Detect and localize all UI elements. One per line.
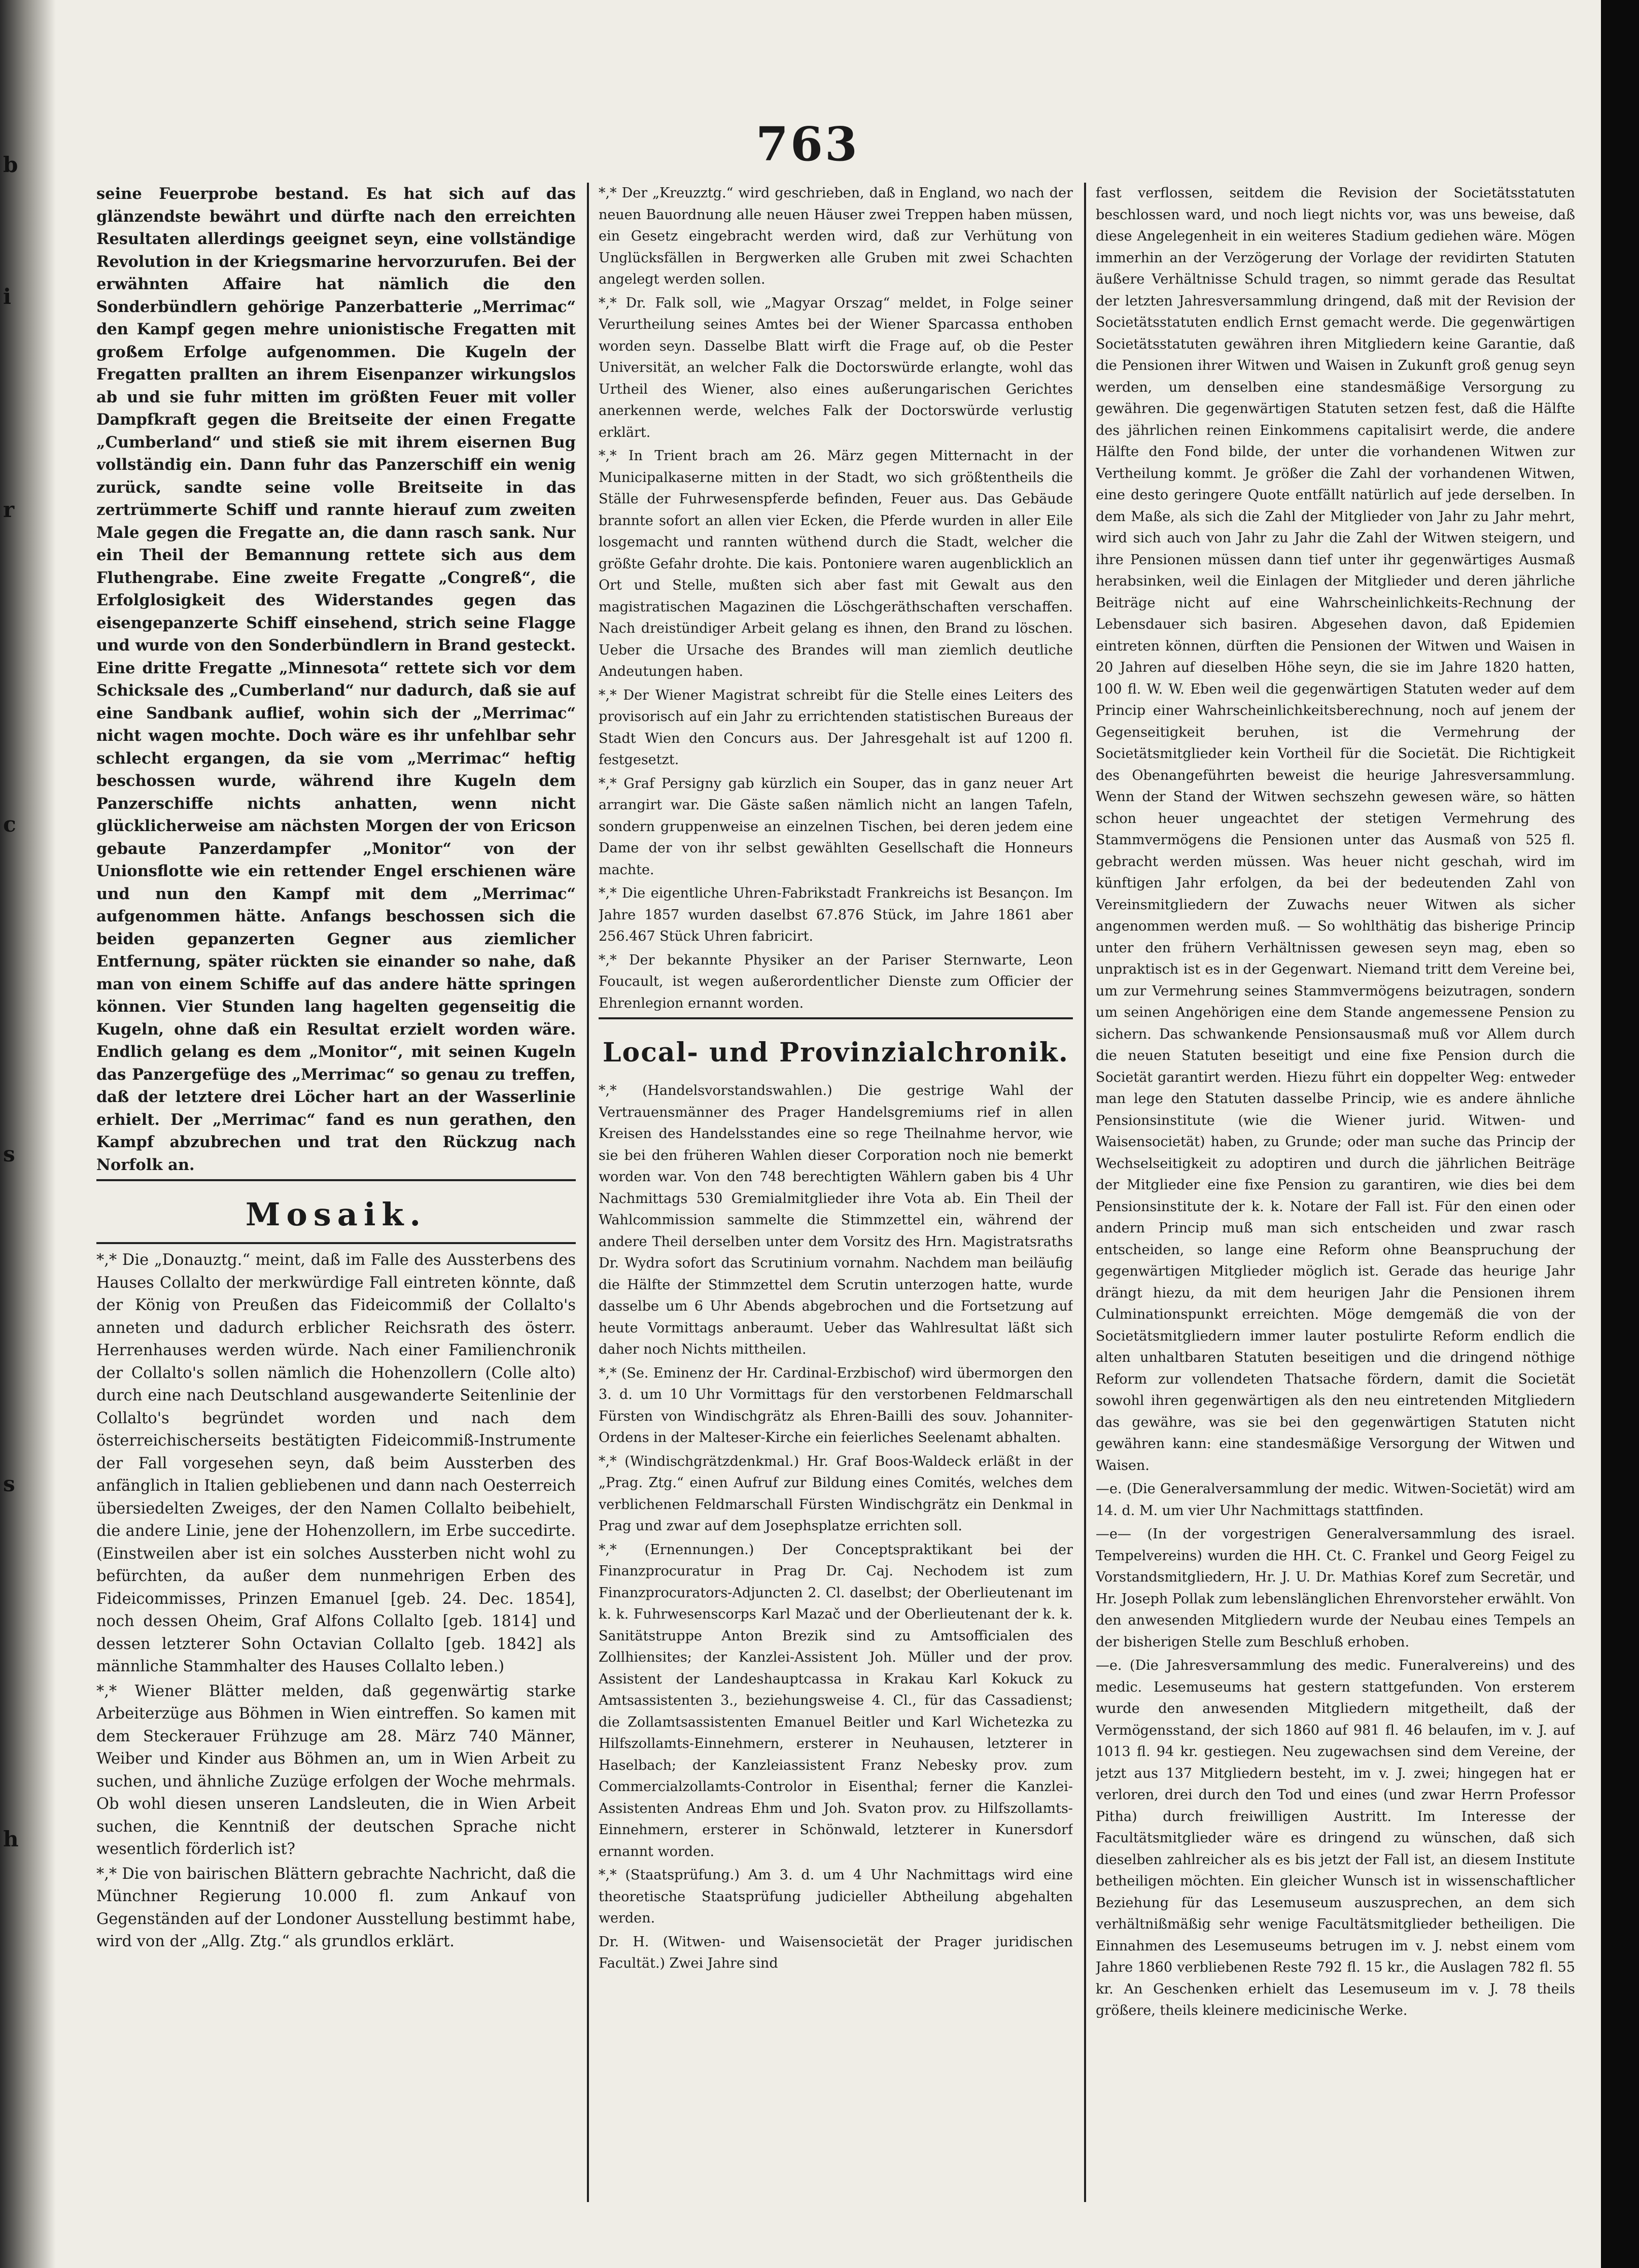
section-divider: [96, 1242, 576, 1244]
section-divider: [599, 1017, 1073, 1019]
column-middle: [599, 183, 1073, 2248]
section-title-chronik: Local- und Provinzialchronik.: [602, 1037, 1069, 1068]
news-item: *,* Der Wiener Magistrat schreibt für die Stelle eines Leiters des provisorisch auf ein Jahr zu errichtenden statistischen Bureaus der Stadt Wien den Concurs aus. Der Jahresgehalt ist auf 1200 fl. festgesetzt.: [599, 687, 1073, 768]
news-item: *,* (Ernennungen.) Der Conceptspraktikant bei der Finanzprocuratur in Prag Dr. Caj. Nechodem ist zum Finanzprocurators-Adjuncten 2. Cl. daselbst; der Oberlieutenant im k. k. Fuhrwesenscorps Karl Mazač und der Oberlieutenant der k. k. Sanitätstruppe Anton Brezik sind zu Amtsofficialen des Zollhiensites; der Kanzlei-Assistent Joh. Müller und der prov. Assistent der Landeshauptcassa in Krakau Karl Kokuck zu Amtsassistenten 3., beziehungsweise 4. Cl., für das Cassadienst; die Zollamtsassistenten Emanuel Beitler und Karl Wichetezka zu Hilfszollamts-Einnehmern, ersterer in Neuhausen, letzterer in Haselbach; der Kanzleiassistent Franz Nebesky prov. zum Commercialzollamts-Controlor in Eisenthal; ferner die Kanzlei-Assistenten Andreas Ehm und Joh. Svaton prov. zu Hilfszollamts-Einnehmern, ersterer in Schönwald, letzterer in Kunersdorf ernannt worden.: [599, 1541, 1073, 1860]
edge-fragment: b: [3, 152, 18, 177]
news-item: *,* Der bekannte Physiker an der Pariser Sternwarte, Leon Foucault, ist wegen außerordentlicher Dienste zum Officier der Ehrenlegion ernannt worden.: [599, 952, 1073, 1011]
section-divider: [96, 1179, 576, 1181]
news-item: *,* Graf Persigny gab kürzlich ein Souper, das in ganz neuer Art arrangirt war. Die Gäste saßen nämlich nicht an langen Tafeln, sondern gruppenweise an einzelnen Tischen, bei deren jedem eine Dame der von ihr selbst gewählten Gesellschaft die Honneurs machte.: [599, 775, 1073, 878]
edge-fragment: s: [3, 1471, 15, 1496]
column-rule: [587, 183, 589, 2202]
edge-fragment: h: [3, 1827, 19, 1851]
news-item: *,* Dr. Falk soll, wie „Magyar Orszag“ meldet, in Folge seiner Verurtheilung seines Amtes bei der Wiener Sparcassa enthoben worden seyn. Dasselbe Blatt wirft die Frage auf, ob die Pester Universität, an welcher Falk die Doctorswürde erlangte, wohl das Urtheil des Wiener, also eines außerungarischen Gerichtes anerkennen werde, welches Falk der Doctorswürde verlustig erklärt.: [599, 295, 1073, 440]
column-right: [1096, 183, 1575, 2248]
news-item: *,* (Handelsvorstandswahlen.) Die gestrige Wahl der Vertrauensmänner des Prager Handelsgremiums rief in allen Kreisen des Handelsstandes eine so rege Theilnahme hervor, wie sie bei den früheren Wahlen dieser Corporation noch nie bemerkt worden war. Von den 748 berechtigten Wählern gaben bis 4 Uhr Nachmittags 530 Gremialmitglieder ihre Vota ab. Ein Theil der Wahlcommission sammelte die Stimmzettel ein, während der andere Theil derselben unter dem Vorsitz des Hrn. Magistratsraths Dr. Wydra sofort das Scrutinium vornahm. Nachdem man beiläufig die Hälfte der Stimmzettel dem Scrutin unterzogen hatte, wurde dasselbe um 6 Uhr Abends abgebrochen und die Fortsetzung auf heute Vormittags anberaumt. Ueber das Wahlresultat läßt sich daher noch Nichts mittheilen.: [599, 1083, 1073, 1357]
edge-fragment: i: [3, 284, 11, 309]
news-item: *,* (Se. Eminenz der Hr. Cardinal-Erzbischof) wird übermorgen den 3. d. um 10 Uhr Vormittags für den verstorbenen Feldmarschall Fürsten von Windischgrätz als Ehren-Bailli des souv. Johanniter-Ordens in der Malteser-Kirche ein feierliches Seelenamt abhalten.: [599, 1365, 1073, 1446]
news-item: fast verflossen, seitdem die Revision der Societätsstatuten beschlossen ward, und noch liegt nichts vor, was uns beweise, daß diese Angelegenheit in ein weiteres Stadium gediehen wäre. Mögen immerhin an der Verzögerung der Vorlage der revidirten Statuten äußere Verhältnisse Schuld tragen, so nimmt gerade das Resultat der letzten Jahresversammlung dringend, daß mit der Revision der Societätsstatuten endlich Ernst gemacht werde. Die gegenwärtigen Societätsstatuten gewähren ihren Mitgliedern keine Garantie, daß die Pensionen ihrer Witwen und Waisen in Zukunft groß genug seyn werden, um denselben eine standesmäßige Versorgung zu gewähren. Die gegenwärtigen Statuten setzen fest, daß die Hälfte des jährlichen reinen Einkommens capitalisirt werde, die andere Hälfte den Fond bilde, der unter die vorhandenen Witwen zur Vertheilung kommt. Je größer die Zahl der vorhandenen Witwen, eine desto geringere Quote entfällt natürlich auf jede derselben. In dem Maße, als sich die Zahl der Mitglieder von Jahr zu Jahr mehrt, wird sich auch von Jahr zu Jahr die Zahl der Witwen steigern, und ihre Pensionen müssen dann tief unter ihr gegenwärtiges Ausmaß herabsinken, weil die Einlagen der Mitglieder und deren jährliche Beiträge nicht auf eine Wahrscheinlichkeits-Rechnung der Lebensdauer sich basiren. Abgesehen davon, daß Epidemien eintreten können, dürften die Pensionen der Witwen und Waisen in 20 Jahren auf dieselben Höhe seyn, die sie im Jahre 1820 hatten, 100 fl. W. W. Eben weil die gegenwärtigen Statuten weder auf dem Princip einer Wahrscheinlichkeitsberechnung, noch auf jenem der Gegenseitigkeit beruhen, ist die Vermehrung der Societätsmitglieder kein Vortheil für die Societät. Die Richtigkeit des Obenangeführten beweist die heurige Jahresversammlung. Wenn der Stand der Witwen sechszehn gewesen wäre, so hätten schon heuer ungeachtet der stetigen Vermehrung des Stammvermögens die Pensionen unter das Ausmaß von 525 fl. gebracht werden müssen. Was heuer nicht geschah, wird im künftigen Jahr erfolgen, da bei der bedeutenden Zahl von Vereinsmitgliedern der Zuwachs neuer Witwen als sicher angenommen werden muß. — So wohlthätig das bisherige Princip unter den frühern Verhältnissen gewesen seyn mag, eben so unpraktisch ist es in der Gegenwart. Niemand tritt dem Vereine bei, um zur Vermehrung seines Stammvermögens beizutragen, sondern um seinen Angehörigen eine dem Stande angemessene Pension zu sichern. Das schwankende Pensionsausmaß muß vor Allem durch die neuen Statuten beseitigt und eine fixe Pension durch die Societät garantirt werden. Hiezu führt ein doppelter Weg: entweder man lege den Statuten dasselbe Princip, wie es andere ähnliche Pensionsinstitute (wie die Wiener jurid. Witwen- und Waisensocietät) haben, zu Grunde; oder man suche das Princip der Wechselseitigkeit zu adoptiren und durch die jährlichen Beiträge der Mitglieder eine fixe Pension zu garantiren, wie dies bei dem Pensionsinstitute der k. k. Notare der Fall ist. Für den einen oder andern Princip muß man sich entscheiden und zwar rasch entscheiden, so lange eine Reform ohne Beanspruchung der gegenwärtigen Mitglieder möglich ist. Gerade das heurige Jahr drängt hiezu, da mit dem heurigen Jahr die Pensionen ihrem Culminationspunkt erreichten. Möge demgemäß die von der Societätsmitgliedern immer lauter postulirte Reform endlich die alten unhaltbaren Statuten beseitigen und die dringend nöthige Reform zur vollendeten Thatsache fördern, damit die Societät sowohl ihren gegenwärtigen als den neu eintretenden Mitgliedern das gewähre, was sie bei den gegenwärtigen Statuten nicht gewähren kann: eine standesmäßige Versorgung der Witwen und Waisen.: [1096, 185, 1575, 1473]
section-title-mosaik: Mosaik.: [245, 1196, 427, 1233]
news-item: *,* Wiener Blätter melden, daß gegenwärtig starke Arbeiterzüge aus Böhmen in Wien eintreffen. So kamen mit dem Steckerauer Frühzuge am 28. März 740 Männer, Weiber und Kinder aus Böhmen an, um in Wien Arbeit zu suchen, und ähnliche Zuzüge erfolgen der Woche mehrmals. Ob wohl diesen unseren Landsleuten, die in Wien Arbeit suchen, die Kenntniß der deutschen Sprache nicht wesentlich förderlich ist?: [96, 1682, 576, 1858]
news-item: *,* Die eigentliche Uhren-Fabrikstadt Frankreichs ist Besançon. Im Jahre 1857 wurden daselbst 67.876 Stück, im Jahre 1861 aber 256.467 Stück Uhren fabricirt.: [599, 885, 1073, 944]
news-item: *,* Die von bairischen Blättern gebrachte Nachricht, daß die Münchner Regierung 10.000 fl. zum Ankauf von Gegenständen auf der Londoner Ausstellung bestimmt habe, wird von der „Allg. Ztg.“ als grundlos erklärt.: [96, 1865, 576, 1950]
page-number: 763: [756, 117, 860, 171]
column-rule: [1084, 183, 1086, 2202]
news-item: —e. (Die Generalversammlung der medic. Witwen-Societät) wird am 14. d. M. um vier Uhr Nachmittags stattfinden.: [1096, 1481, 1575, 1519]
news-item: *,* In Trient brach am 26. März gegen Mitternacht in der Municipalkaserne mitten in der Stadt, wo sich größtentheils die Ställe der Fuhrwesenspferde befinden, Feuer aus. Das Gebäude brannte sofort an allen vier Ecken, die Pferde wurden in aller Eile losgemacht und rannten wüthend durch die Stadt, welcher die größte Gefahr drohte. Die kais. Pontoniere waren augenblicklich an Ort und Stelle, mußten sich aber fast mit Gewalt aus den magistratischen Magazinen die Löschgeräthschaften verschaffen. Nach dreistündiger Arbeit gelang es ihnen, den Brand zu löschen. Ueber die Ursache des Brandes will man ziemlich deutliche Andeutungen haben.: [599, 448, 1073, 679]
news-item: —e. (Die Jahresversammlung des medic. Funeralvereins) und des medic. Lesemuseums hat gestern stattgefunden. Von ersterem wurde den anwesenden Mitgliedern mitgetheilt, daß der Vermögensstand, der sich 1860 auf 981 fl. 46 belaufen, im v. J. auf 1013 fl. 94 kr. gestiegen. Neu zugewachsen sind dem Vereine, der jetzt aus 137 Mitgliedern besteht, im v. J. zwei; hingegen hat er verloren, drei durch den Tod und eines (und zwar Herrn Professor Pitha) durch freiwilligen Austritt. Im Interesse der Facultätsmitglieder wäre es dringend zu wünschen, daß sich dieselben zahlreicher als es bis jetzt der Fall ist, an diesem Institute betheiligen möchten. Ein gleicher Wunsch ist in wissenschaftlicher Beziehung für das Lesemuseum auszusprechen, an dem sich verhältnißmäßig sehr wenige Facultätsmitglieder betheiligen. Die Einnahmen des Lesemuseums betrugen im v. J. nebst einem vom Jahre 1860 verbliebenen Reste 792 fl. 15 kr., die Auslagen 782 fl. 55 kr. An Geschenken erhielt das Lesemuseum im v. J. 78 theils größere, theils kleinere medicinische Werke.: [1096, 1658, 1575, 2018]
edge-fragment: c: [3, 812, 16, 837]
column-left: [96, 183, 576, 2248]
news-item: *,* (Windischgrätzdenkmal.) Hr. Graf Boos-Waldeck erläßt in der „Prag. Ztg.“ einen Aufruf zur Bildung eines Comités, welches dem verblichenen Feldmarschall Fürsten Windischgrätz ein Denkmal in Prag und zwar auf dem Josephsplatze errichten soll.: [599, 1453, 1073, 1534]
news-item: *,* Der „Kreuzztg.“ wird geschrieben, daß in England, wo nach der neuen Bauordnung alle neuen Häuser zwei Treppen haben müssen, ein Gesetz eingebracht werden wird, daß zur Verhütung von Unglücksfällen in Bergwerken alle Gruben mit zwei Schachten angelegt werden sollen.: [599, 185, 1073, 287]
binding-shadow: [0, 0, 56, 2268]
news-item: *,* (Staatsprüfung.) Am 3. d. um 4 Uhr Nachmittags wird eine theoretische Staatsprüfung judicieller Abtheilung abgehalten werden.: [599, 1867, 1073, 1926]
news-item: Dr. H. (Witwen- und Waisensocietät der Prager juridischen Facultät.) Zwei Jahre sind: [599, 1934, 1073, 1971]
edge-fragment: r: [3, 497, 15, 522]
article-paragraph: seine Feuerprobe bestand. Es hat sich auf das glänzendste bewährt und dürfte nach den erreichten Resultaten allerdings geeignet seyn, eine vollständige Revolution in der Kriegsmarine hervorzurufen. Bei der erwähnten Affaire hat nämlich die den Sonderbündlern gehörige Panzerbatterie „Merrimac“ den Kampf gegen mehre unionistische Fregatten mit großem Erfolge aufgenommen. Die Kugeln der Fregatten prallten an ihrem Eisenpanzer wirkungslos ab und sie fuhr mitten im größten Feuer mit voller Dampfkraft gegen die Breitseite der einen Fregatte „Cumberland“ und stieß sie mit ihrem eisernen Bug vollständig ein. Dann fuhr das Panzerschiff ein wenig zurück, sandte seine volle Breitseite in das zertrümmerte Schiff und rannte hierauf zum zweiten Male gegen die Fregatte an, die dann rasch sank. Nur ein Theil der Bemannung rettete sich aus dem Fluthengrabe. Eine zweite Fregatte „Congreß“, die Erfolglosigkeit des Widerstandes gegen das eisengepanzerte Schiff einsehend, strich seine Flagge und wurde von den Sonderbündlern in Brand gesteckt. Eine dritte Fregatte „Minnesota“ rettete sich vor dem Schicksale des „Cumberland“ nur dadurch, daß sie auf eine Sandbank auflief, wohin sich der „Merrimac“ nicht wagen mochte. Doch wäre es ihr unfehlbar sehr schlecht ergangen, da sie vom „Merrimac“ heftig beschossen wurde, während ihre Kugeln dem Panzerschiffe nichts anhatten, wenn nicht glücklicherweise am nächsten Morgen der von Ericson gebaute Panzerdampfer „Monitor“ von der Unionsflotte wie ein rettender Engel erschienen wäre und nun den Kampf mit dem „Merrimac“ aufgenommen hätte. Anfangs beschossen sich die beiden gepanzerten Gegner aus ziemlicher Entfernung, später rückten sie einander so nahe, daß man von einem Schiffe auf das andere hätte springen können. Vier Stunden lang hagelten gegenseitig die Kugeln, ohne daß ein Resultat erzielt worden wäre. Endlich gelang es dem „Monitor“, mit seinen Kugeln das Panzergefüge des „Merrimac“ so genau zu treffen, daß der letztere drei Löcher hart an der Wasserlinie erhielt. Der „Merrimac“ fand es nun gerathen, den Kampf abzubrechen und trat den Rückzug nach Norfolk an.: [96, 185, 576, 1174]
news-item: *,* Die „Donauztg.“ meint, daß im Falle des Aussterbens des Hauses Collalto der merkwürdige Fall eintreten könnte, daß der König von Preußen das Fideicommiß der Collalto's anneten und dadurch erblicher Reichsrath des österr. Herrenhauses werden würde. Nach einer Familienchronik der Collalto's sollen nämlich die Hohenzollern (Colle alto) durch eine nach Deutschland ausgewanderte Seitenlinie der Collalto's begründet worden und nach dem österreichischerseits bestätigten Fideicommiß-Instrumente der Fall vorgesehen seyn, daß beim Aussterben des anfänglich in Italien gebliebenen und dann nach Oesterreich übersiedelten Zweiges, der den Namen Collalto beibehielt, die andere Linie, jene der Hohenzollern, im Erbe succedirte. (Einstweilen aber ist ein solches Aussterben nicht wohl zu befürchten, da außer dem nunmehrigen Erben des Fideicommisses, Prinzen Emanuel [geb. 24. Dec. 1854], noch dessen Oheim, Graf Alfons Collalto [geb. 1814] und dessen letzterer Sohn Octavian Collalto [geb. 1842] als männliche Stammhalter des Hauses Collalto leben.): [96, 1251, 576, 1675]
edge-fragment: s: [3, 1142, 15, 1166]
news-item: —e— (In der vorgestrigen Generalversammlung des israel. Tempelvereins) wurden die HH. Ct. C. Frankel und Georg Feigel zu Vorstandsmitgliedern, Hr. J. U. Dr. Mathias Koref zum Secretär, und Hr. Joseph Pollak zum lebenslänglichen Ehrenvorsteher erwählt. Von den anwesenden Mitgliedern wurde der Neubau eines Tempels an der bisherigen Stelle zum Beschluß erhoben.: [1096, 1526, 1575, 1650]
